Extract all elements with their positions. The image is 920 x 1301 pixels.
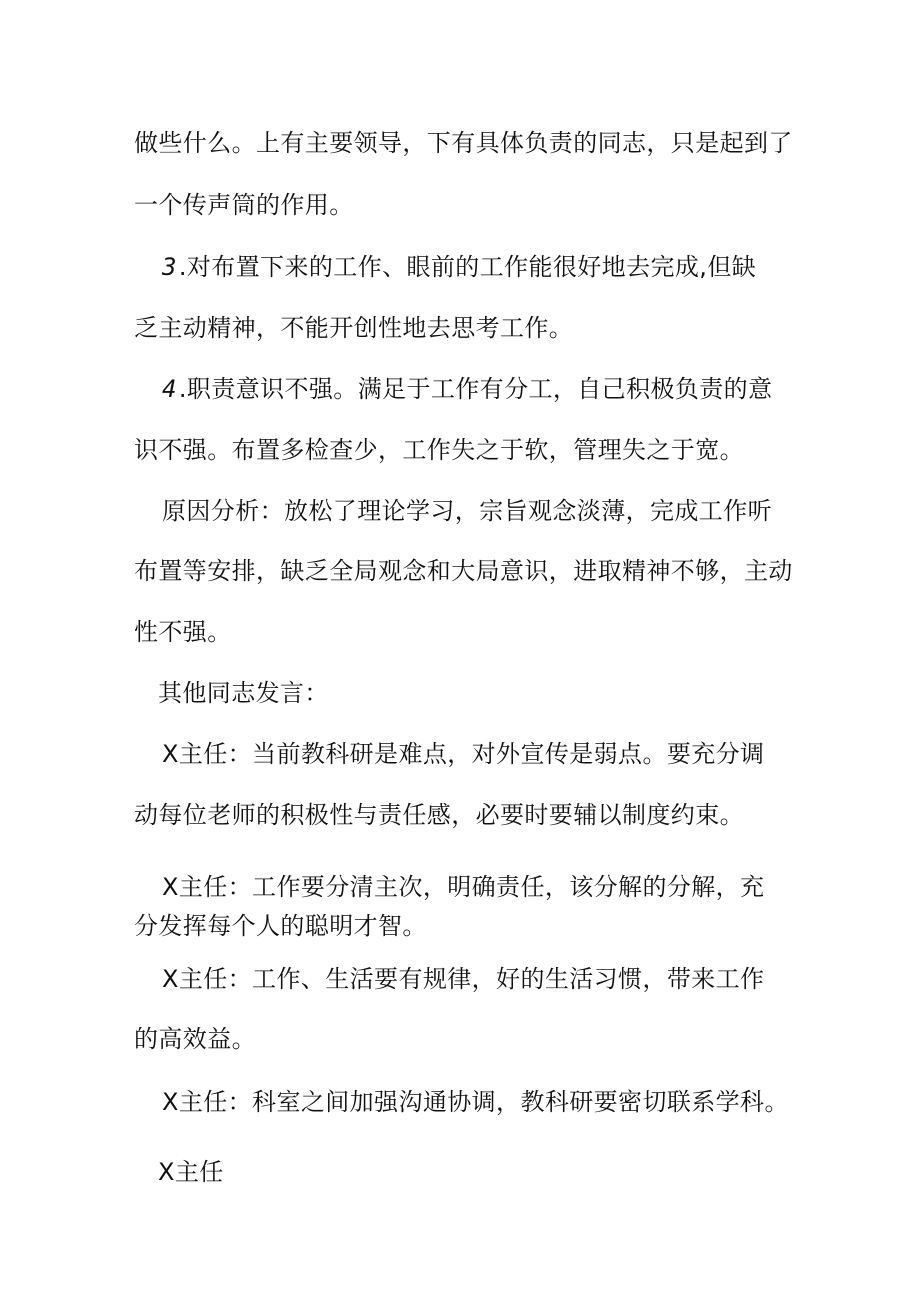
text-line: .职责意识不强。满足于工作有分工，自己积极负责的意 [178,375,773,403]
text-line: .对布置下来的工作、眼前的工作能很好地去完成,但缺 [178,253,757,281]
text-line: 做些什么。上有主要领导，下有具体负责的同志，只是起到了 [134,129,793,157]
text-line: 的高效益。 [134,1025,256,1053]
text-line: 一个传声筒的作用。 [134,191,354,219]
section-heading: 其他同志发言： [158,679,329,707]
text-line: X主任：当前教科研是难点，对外宣传是弱点。要充分调 [162,740,765,768]
text-line: 分发挥每个人的聪明才智。 [134,912,427,940]
list-item-4 [162,374,773,404]
text-line: 原因分析：放松了理论学习，宗旨观念淡薄，完成工作听 [162,497,772,525]
text-line: 识不强。布置多检查少，工作失之于软，管理失之于宽。 [134,436,744,464]
text-line: 性不强。 [134,618,232,646]
list-item-3 [162,252,756,282]
text-line: 乏主动精神，不能开创性地去思考工作。 [134,314,574,342]
list-number: 3 [162,253,177,281]
text-line: X主任 [158,1158,224,1186]
text-line: 布置等安排，缺乏全局观念和大局意识，进取精神不够，主动 [134,557,793,585]
list-number: 4 [162,375,177,403]
text-line: X主任：工作要分清主次，明确责任，该分解的分解，充 [162,873,765,901]
text-line: 动每位老师的积极性与责任感，必要时要辅以制度约束。 [134,801,744,829]
text-line: X主任：工作、生活要有规律，好的生活习惯，带来工作 [162,965,765,993]
text-line: X主任：科室之间加强沟通协调，教科研要密切联系学科。 [162,1088,789,1116]
